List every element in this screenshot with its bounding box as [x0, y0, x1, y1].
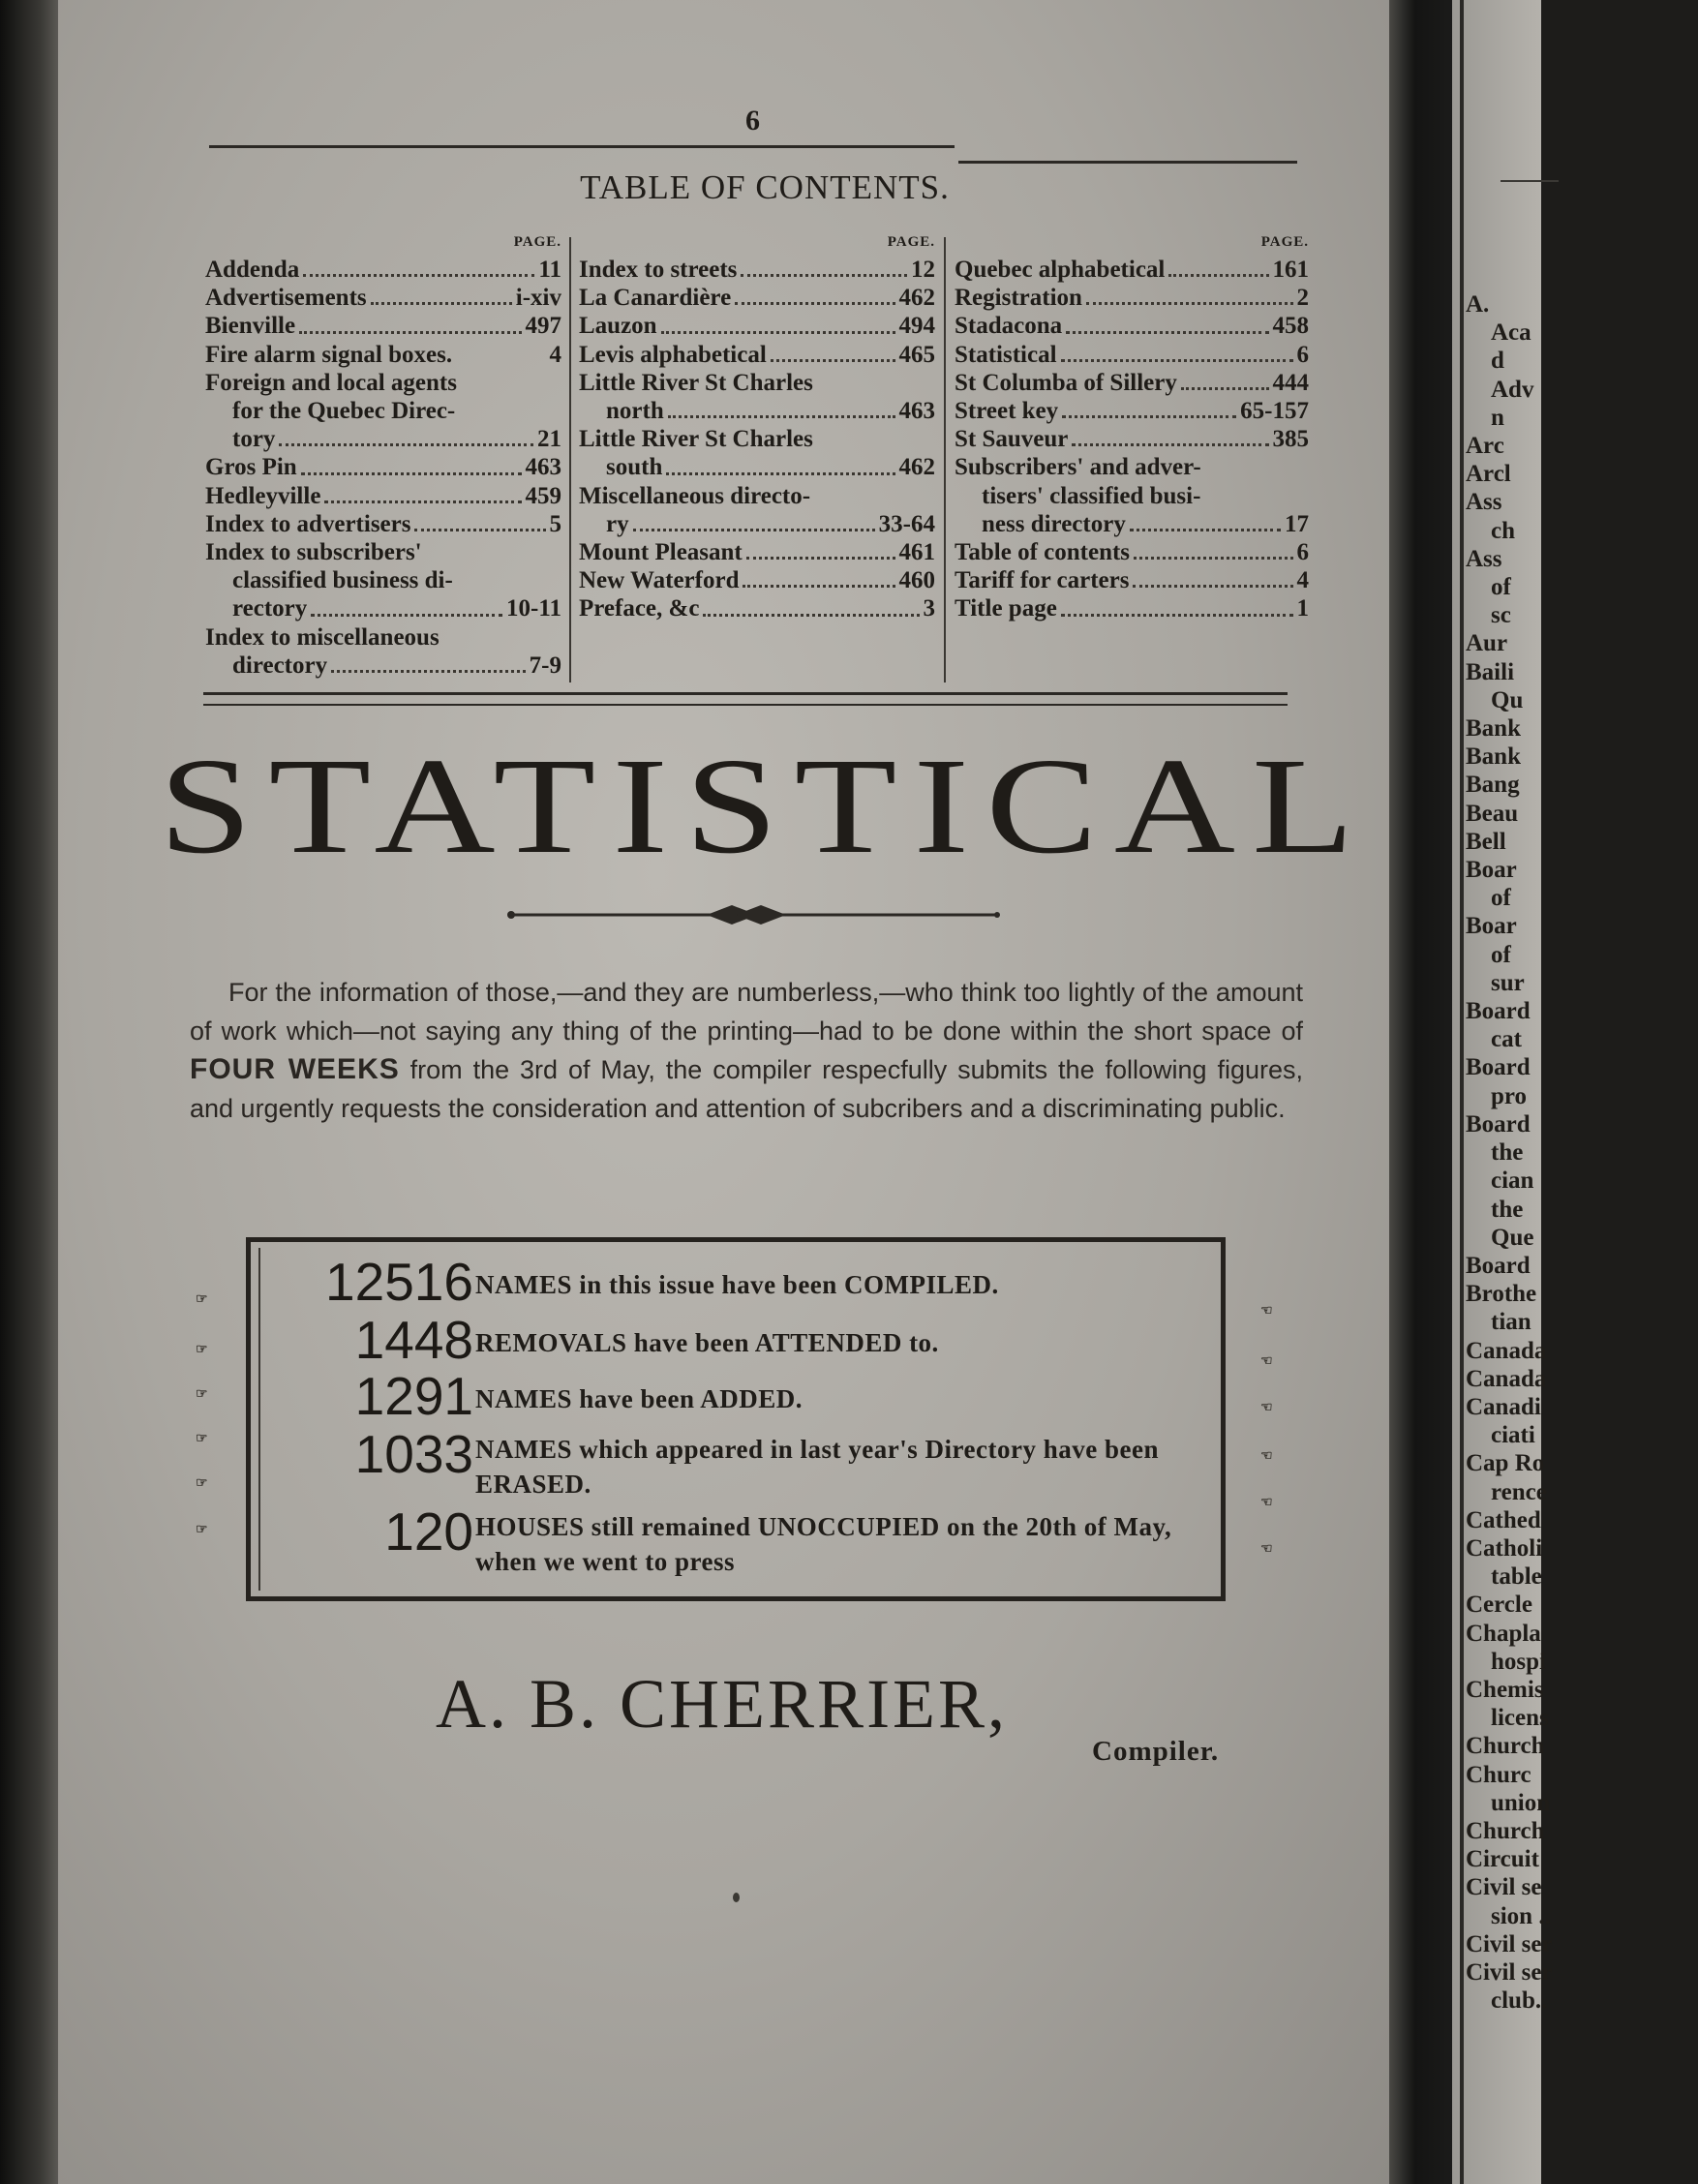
adjacent-page-entry: the: [1491, 1196, 1524, 1223]
toc-entry-line: [579, 312, 935, 340]
toc-entry-title: Hedleyville: [205, 482, 321, 509]
toc-entry-line: [579, 284, 935, 312]
stat-description: REMOVALS have been ATTENDED to.: [475, 1328, 939, 1357]
adjacent-page-entry: table: [1491, 1563, 1542, 1591]
toc-entry-page: 4: [549, 341, 561, 368]
compiler-title: Compiler.: [1092, 1736, 1220, 1767]
toc-entry-page: 65-157: [1240, 398, 1309, 425]
adjacent-page-entry: Boar: [1466, 857, 1517, 884]
stat-description: NAMES have been ADDED.: [475, 1384, 804, 1413]
adjacent-page-entry: Chapla: [1466, 1620, 1541, 1647]
toc-leader-dots: [1130, 529, 1281, 531]
toc-leader-dots: [1061, 359, 1293, 362]
toc-leader-dots: [1062, 415, 1236, 418]
adjacent-page-entry: Bank: [1466, 743, 1521, 771]
stat-number: 12516: [325, 1252, 473, 1312]
pointer-mark-left: ☞: [196, 1292, 207, 1307]
toc-entry-line: [579, 510, 935, 538]
toc-entry: [579, 482, 935, 538]
intro-part-1: For the information of those,—and they are numberless,—who think too lightly of the amount of work which—not saying any thing of the printing—had to be done within the short space of: [190, 978, 1303, 1046]
toc-entry-line: [955, 256, 1309, 284]
toc-leader-dots: [633, 529, 875, 531]
toc-entry-title: Preface, &c: [579, 595, 700, 622]
toc-entry-line: [205, 256, 561, 284]
toc-entry: [579, 425, 935, 481]
toc-page-header: PAGE.: [513, 234, 561, 250]
adjacent-page-entry: Arcl: [1466, 461, 1511, 488]
toc-entry-page: 463: [525, 454, 561, 481]
adjacent-page-entry: of: [1491, 941, 1511, 968]
toc-entry-page: 465: [898, 341, 935, 368]
toc-entry-title: rectory: [232, 595, 308, 622]
adjacent-page-entry: Bang: [1466, 772, 1520, 799]
toc-entry-title: directory: [232, 652, 328, 679]
toc-leader-dots: [668, 415, 895, 418]
adjacent-page-entry: cat: [1491, 1026, 1522, 1053]
toc-entry-title: Index to advertisers: [205, 510, 411, 537]
toc-entry: [955, 594, 1309, 622]
toc-entry-line: tisers' classified busi-: [982, 482, 1201, 509]
pointer-mark-right: ☜: [1260, 1304, 1272, 1319]
adjacent-page-entry: A.: [1466, 291, 1490, 318]
adjacent-column-rule: [1460, 0, 1464, 2184]
toc-leader-dots: [456, 359, 545, 362]
ornament-divider: [503, 900, 1007, 929]
toc-leader-dots: [299, 331, 521, 334]
toc-entry-line: [579, 566, 935, 594]
toc-entry: [579, 538, 935, 566]
intro-paragraph: [190, 973, 1303, 1128]
toc-entry-page: 33-64: [878, 510, 935, 537]
statistics-box: [246, 1237, 1226, 1601]
adjacent-page-entry: Circuit: [1466, 1846, 1539, 1873]
toc-entry-line: [579, 453, 935, 481]
adjacent-page-entry: Church: [1466, 1733, 1545, 1760]
toc-leader-dots: [371, 302, 512, 305]
toc-entry-page: 458: [1272, 313, 1309, 340]
toc-leader-dots: [331, 670, 526, 673]
toc-entry-title: ness directory: [982, 510, 1126, 537]
adjacent-page-entry: Canadi: [1466, 1393, 1541, 1420]
toc-entry-page: 161: [1272, 257, 1309, 283]
toc-entry-page: 6: [1296, 539, 1309, 566]
adjacent-page-entry: rence: [1491, 1478, 1547, 1505]
toc-column-3: [955, 232, 1309, 623]
toc-entry-line: Index to miscellaneous: [205, 623, 440, 651]
page-gutter: [1389, 0, 1453, 2184]
toc-entry-line: [955, 425, 1309, 453]
toc-entry-line: [205, 510, 561, 538]
stat-number: 1448: [354, 1310, 473, 1370]
toc-entry-title: tory: [232, 426, 276, 453]
toc-entry-title: St Sauveur: [955, 426, 1069, 453]
toc-entry: [579, 341, 935, 369]
toc-entry-line: [205, 652, 561, 680]
adjacent-page-entry: Brothe: [1466, 1281, 1537, 1308]
toc-entry: [955, 284, 1309, 312]
toc-entry: [955, 538, 1309, 566]
toc-entry-page: 459: [525, 482, 561, 509]
toc-entry: [205, 538, 561, 623]
adjacent-page-entry: Church: [1466, 1817, 1545, 1844]
adjacent-page-entry: Board: [1466, 998, 1531, 1025]
toc-entry: [955, 341, 1309, 369]
statistical-heading: STATISTICAL: [159, 729, 1371, 882]
adjacent-page-entry: Aca: [1491, 319, 1531, 347]
toc-entry: [955, 256, 1309, 284]
toc-entry: [579, 369, 935, 425]
toc-entry-title: St Columba of Sillery: [955, 369, 1177, 396]
toc-entry-line: Index to subscribers': [205, 539, 422, 566]
toc-entry-page: 461: [898, 539, 935, 566]
adjacent-page-entry: Ass: [1466, 489, 1502, 516]
toc-entry-line: [579, 538, 935, 566]
toc-title: TABLE OF CONTENTS.: [580, 168, 950, 206]
toc-column-divider-1: [569, 237, 571, 682]
adjacent-page-entry: Canada: [1466, 1365, 1547, 1392]
toc-entry: [955, 566, 1309, 594]
toc-entry-page: 462: [898, 285, 935, 312]
adjacent-page-entry: Cap Ro: [1466, 1450, 1545, 1477]
toc-entry-title: Table of contents: [955, 539, 1131, 566]
toc-entry: [955, 453, 1309, 538]
toc-entry: [205, 453, 561, 481]
page-number: 6: [745, 105, 760, 136]
toc-entry-title: Lauzon: [579, 313, 657, 340]
toc-entry: [579, 284, 935, 312]
toc-entry: [205, 312, 561, 340]
toc-entry-title: Mount Pleasant: [579, 539, 743, 566]
toc-column-2: [579, 232, 935, 623]
stat-number: 120: [384, 1502, 473, 1562]
toc-entry-line: [205, 482, 561, 510]
adjacent-page-entry: ciati: [1491, 1422, 1535, 1449]
toc-entry-line: [205, 425, 561, 453]
toc-leader-dots: [1066, 331, 1268, 334]
toc-entry-page: 444: [1272, 369, 1309, 396]
toc-entry-title: Levis alphabetical: [579, 341, 767, 368]
toc-entry-title: Addenda: [205, 257, 300, 283]
adjacent-page-entry: d: [1491, 348, 1504, 375]
toc-entry-page: 463: [898, 398, 935, 425]
toc-entry-title: Index to streets: [579, 257, 738, 283]
toc-entry-page: 462: [898, 454, 935, 481]
toc-entry: [579, 312, 935, 340]
intro-part-2: from the 3rd of May, the compiler respecfully submits the following figures, and urgently requests the consideration and attention of subcribers and a discriminating public.: [190, 1055, 1303, 1123]
adjacent-page-entry: Civil se: [1466, 1874, 1542, 1901]
toc-leader-dots: [1168, 274, 1268, 277]
adjacent-page-entry: Board: [1466, 1110, 1531, 1138]
toc-entry-page: 12: [911, 257, 935, 283]
toc-entry-line: [955, 510, 1309, 538]
intro-text: [190, 973, 1303, 1128]
toc-entry-title: Stadacona: [955, 313, 1063, 340]
toc-entry-line: [955, 312, 1309, 340]
toc-entry: [205, 341, 561, 369]
scan-speck: [733, 1893, 740, 1902]
toc-entry: [205, 284, 561, 312]
toc-entry-title: Statistical: [955, 341, 1057, 368]
pointer-mark-right: ☜: [1260, 1401, 1272, 1415]
toc-entry-title: ry: [606, 510, 629, 537]
toc-entry: [955, 397, 1309, 425]
toc-entry-title: Bienville: [205, 313, 296, 340]
toc-entry-line: Little River St Charles: [579, 426, 813, 453]
toc-entry-line: [205, 312, 561, 340]
toc-leader-dots: [1061, 614, 1293, 617]
toc-entry-title: Registration: [955, 285, 1082, 312]
adjacent-page-list: [1466, 290, 1553, 2015]
toc-entry: [205, 369, 561, 454]
adjacent-page-entry: sc: [1491, 602, 1511, 629]
adjacent-page-entry: Bank: [1466, 715, 1521, 743]
toc-leader-dots: [324, 500, 521, 503]
adjacent-page-entry: Board: [1466, 1054, 1531, 1081]
toc-entry-line: [579, 341, 935, 369]
toc-leader-dots: [1134, 557, 1292, 560]
toc-column-divider-2: [944, 237, 946, 682]
toc-entry: [579, 594, 935, 622]
toc-leader-dots: [666, 472, 894, 475]
toc-entry-line: [205, 453, 561, 481]
toc-entry-page: 7-9: [529, 652, 561, 679]
toc-leader-dots: [1072, 443, 1268, 446]
toc-entry-line: [955, 594, 1309, 622]
toc-entry-line: [955, 566, 1309, 594]
toc-entry: [205, 482, 561, 510]
adjacent-page-entry: Arc: [1466, 433, 1504, 460]
toc-entry-page: 11: [538, 257, 561, 283]
toc-entry-line: [205, 594, 561, 622]
pointer-mark-right: ☜: [1260, 1449, 1272, 1464]
toc-entry-line: Little River St Charles: [579, 369, 813, 396]
intro-emphasis: FOUR WEEKS: [190, 1053, 400, 1085]
toc-entry-page: 385: [1272, 426, 1309, 453]
adjacent-page-entry: hospi: [1491, 1648, 1546, 1675]
toc-entry-title: Fire alarm signal boxes.: [205, 341, 453, 368]
adjacent-page-entry: Catholi: [1466, 1534, 1543, 1562]
adjacent-page-entry: Qu: [1491, 686, 1524, 713]
toc-leader-dots: [414, 529, 545, 531]
toc-leader-dots: [746, 557, 895, 560]
pointer-mark-right: ☜: [1260, 1496, 1272, 1510]
pointer-mark-left: ☞: [196, 1387, 207, 1402]
adjacent-page-entry: pro: [1491, 1082, 1528, 1109]
toc-entry: [579, 566, 935, 594]
pointer-mark-right: ☜: [1260, 1542, 1272, 1557]
toc-leader-dots: [311, 614, 502, 617]
toc-entry-page: 10-11: [506, 595, 561, 622]
toc-leader-dots: [1133, 585, 1292, 588]
adjacent-page-entry: Ass: [1466, 545, 1502, 572]
toc-entry-page: 6: [1296, 341, 1309, 368]
toc-leader-dots: [743, 585, 894, 588]
adjacent-page-entry: of: [1491, 574, 1511, 601]
adjacent-page-entry: Que: [1491, 1224, 1534, 1251]
adjacent-page-entry: sion ..: [1491, 1902, 1551, 1929]
toc-entry-line: Subscribers' and adver-: [955, 454, 1201, 481]
toc-entry: [955, 312, 1309, 340]
toc-leader-dots: [735, 302, 894, 305]
adjacent-page-entry: Adv: [1491, 376, 1534, 403]
toc-entry-line: [955, 538, 1309, 566]
adjacent-page-entry: Board: [1466, 1252, 1531, 1279]
adjacent-page-entry: licens: [1491, 1705, 1549, 1732]
toc-entry-title: Title page: [955, 595, 1057, 622]
toc-leader-dots: [303, 274, 534, 277]
toc-entry-line: [205, 341, 561, 369]
toc-entry-page: 4: [1296, 567, 1309, 594]
adjacent-page-entry: Churc: [1466, 1761, 1531, 1788]
toc-double-rule: [203, 692, 1288, 706]
adjacent-page-entry: sur: [1491, 969, 1525, 996]
toc-entry-line: classified business di-: [232, 567, 453, 594]
toc-leader-dots: [661, 331, 895, 334]
toc-entry-line: [955, 369, 1309, 397]
adjacent-page-entry: Chemis: [1466, 1676, 1544, 1703]
adjacent-page-entry: n: [1491, 404, 1504, 431]
compiler-signature: A. B. CHERRIER,: [436, 1665, 1009, 1743]
toc-entry-page: 497: [525, 313, 561, 340]
toc-leader-dots: [703, 614, 919, 617]
adjacent-page-entry: Canada: [1466, 1337, 1547, 1364]
pointer-mark-right: ☜: [1260, 1354, 1272, 1369]
adjacent-page-entry: Bell: [1466, 828, 1506, 855]
toc-entry-title: New Waterford: [579, 567, 740, 594]
pointer-mark-left: ☞: [196, 1432, 207, 1446]
toc-leader-dots: [1181, 387, 1269, 390]
toc-entry: [205, 623, 561, 680]
toc-entry-line: [205, 284, 561, 312]
pointer-mark-left: ☞: [196, 1523, 207, 1537]
toc-entry-line: Foreign and local agents: [205, 369, 457, 396]
toc-entry-page: 1: [1296, 595, 1309, 622]
adjacent-page-entry: Civil ser: [1466, 1958, 1553, 1986]
toc-leader-dots: [301, 472, 522, 475]
toc-entry-title: south: [606, 454, 663, 481]
toc-entry-title: Quebec alphabetical: [955, 257, 1166, 283]
pointer-mark-left: ☞: [196, 1343, 207, 1357]
toc-page-header: PAGE.: [887, 234, 935, 250]
adjacent-page-entry: Boar: [1466, 913, 1517, 940]
toc-entry-title: north: [606, 398, 664, 425]
toc-entry-line: [955, 341, 1309, 369]
toc-entry-line: [955, 397, 1309, 425]
adjacent-page-entry: Aur: [1466, 630, 1508, 657]
toc-entry-page: 460: [898, 567, 935, 594]
adjacent-page-entry: ch: [1491, 517, 1515, 544]
toc-entry: [205, 510, 561, 538]
toc-entry-page: 2: [1296, 285, 1309, 312]
toc-entry: [955, 425, 1309, 453]
toc-entry-title: Advertisements: [205, 285, 367, 312]
adjacent-page-entry: Cathed: [1466, 1506, 1541, 1533]
toc-entry-line: [579, 256, 935, 284]
adjacent-page: [1452, 0, 1553, 2184]
adjacent-page-entry: tian: [1491, 1309, 1531, 1336]
toc-entry-line: Miscellaneous directo-: [579, 482, 811, 509]
adjacent-page-entry: of: [1491, 885, 1511, 912]
toc-entry-page: 17: [1285, 510, 1309, 537]
toc-entry-title: Gros Pin: [205, 454, 297, 481]
toc-entry: [205, 256, 561, 284]
stat-number: 1291: [354, 1366, 473, 1426]
adjacent-page-entry: Baili: [1466, 658, 1515, 685]
toc-entry-title: Tariff for carters: [955, 567, 1130, 594]
toc-entry-line: [955, 284, 1309, 312]
adjacent-page-entry: Beau: [1466, 800, 1519, 827]
toc-entry-page: i-xiv: [515, 285, 561, 312]
toc-entry-page: 3: [923, 595, 935, 622]
toc-page-header: PAGE.: [1260, 234, 1309, 250]
toc-leader-dots: [771, 359, 895, 362]
adjacent-page-entry: the: [1491, 1139, 1524, 1167]
toc-entry-line: [579, 594, 935, 622]
toc-entry-line: for the Quebec Direc-: [232, 398, 456, 425]
adjacent-page-entry: union: [1491, 1789, 1551, 1816]
toc-entry-page: 5: [549, 510, 561, 537]
adjacent-page-entry: Civil ser: [1466, 1930, 1553, 1957]
stat-description: NAMES which appeared in last year's Directory have been ERASED.: [475, 1435, 1159, 1499]
toc-entry-title: Street key: [955, 398, 1059, 425]
pointer-mark-left: ☞: [196, 1476, 207, 1491]
toc-entry-page: 494: [898, 313, 935, 340]
adjacent-page-entry: Cercle: [1466, 1592, 1532, 1619]
stat-number: 1033: [354, 1424, 473, 1484]
toc-leader-dots: [1086, 302, 1293, 305]
adjacent-page-entry: cian: [1491, 1168, 1534, 1195]
toc-entry: [955, 369, 1309, 397]
adjacent-page-entry: club..: [1491, 1987, 1548, 2015]
toc-leader-dots: [279, 443, 533, 446]
toc-leader-dots: [741, 274, 907, 277]
header-rule-left: [209, 145, 955, 148]
stat-description: NAMES in this issue have been COMPILED.: [475, 1270, 999, 1299]
toc-entry-page: 21: [537, 426, 561, 453]
toc-entry: [579, 256, 935, 284]
toc-column-1: [205, 232, 561, 680]
toc-entry-title: La Canardière: [579, 285, 732, 312]
stat-description: HOUSES still remained UNOCCUPIED on the 20th of May, when we went to press: [475, 1512, 1172, 1576]
header-rule-right: [958, 161, 1297, 164]
toc-entry-line: [579, 397, 935, 425]
